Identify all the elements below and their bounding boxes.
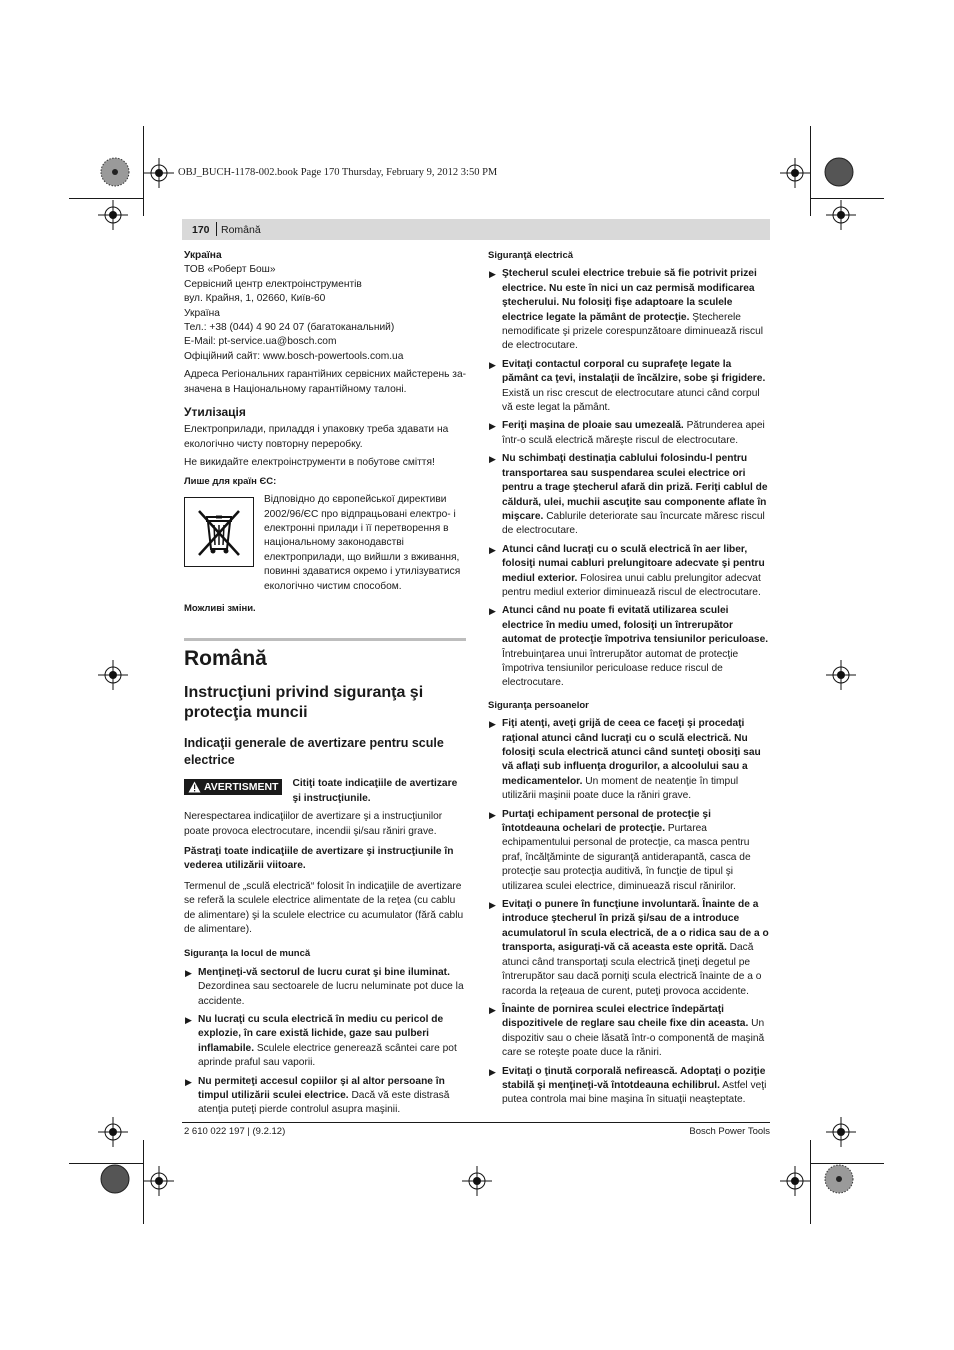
registration-mark-icon — [144, 1166, 174, 1196]
list-item: ▶ Evitaţi o ţinută corporală nefirească. Adoptaţi o poziţie stabilă şi menţineţi-vă întotdeauna echilibrul. Astfel veţi putea controla mai bine maşina în situaţii neaşteptate. — [489, 1065, 767, 1106]
paragraph: Termenul de „sculă electrică“ folosit în indicaţiile de avertizare se referă la sculele electrice alimentate de la reţea (cu cablu de alimentare) şi la sculele electrice cu acumulator (fără cablu de alimentare). — [184, 880, 464, 935]
crossed-out-wheelie-bin-icon — [184, 497, 254, 567]
warning-triangle-icon — [188, 781, 201, 793]
list-item: ▶ Atunci când nu poate fi evitată utilizarea sculei electrice în mediu umed, folosiţi un întrerupător automat de protecţie împotriva tensiunilor periculoase. Întrebuinţarea unui întrerupător automat de protecţie împotriva tensiunilor periculoase reduce riscul de electrocutare. — [489, 605, 769, 689]
registration-mark-icon — [144, 158, 174, 188]
crop-line — [810, 198, 884, 199]
bullet-arrow-icon: ▶ — [185, 967, 192, 978]
print-info: OBJ_BUCH-1178-002.book Page 170 Thursday, February 9, 2012 3:50 PM — [178, 167, 498, 178]
registration-mark-icon — [98, 1117, 128, 1147]
bullet-arrow-icon: ▶ — [489, 606, 496, 617]
address-line: Тел.: +38 (044) 4 90 24 07 (багатоканальний) — [184, 322, 395, 334]
address-line: Офіційний сайт: www.bosch-powertools.com.ua — [184, 350, 404, 362]
personal-safety-heading: Siguranţa persoanelor — [488, 699, 589, 711]
personal-safety-list — [488, 717, 770, 1108]
bullet-arrow-icon: ▶ — [185, 1015, 192, 1026]
bullet-arrow-icon: ▶ — [489, 544, 496, 555]
registration-mark-icon — [780, 1166, 810, 1196]
list-item: ▶ Ştecherul sculei electrice trebuie să fie potrivit prizei electrice. Nu este în nici un caz permisă modificarea ştecherului. Nu folosiţi fişe adaptoare la sculele electrice legate la pământ de protecţie. Ştecherele nemodificate şi prizele corespunzătoare diminuează riscul de electrocutare. — [489, 268, 764, 352]
workplace-safety-list — [184, 966, 466, 1118]
starburst-mark-icon — [824, 1164, 854, 1194]
bullet-arrow-icon: ▶ — [489, 719, 496, 730]
list-item: ▶ Evitaţi o punere în funcţiune involuntară. Înainte de a introduce ştecherul în priză şi/sau de a introduce acumulatorul în scula electrică, de a o ridica sau de a o transporta, asiguraţi-vă că aceasta este oprită. Dacă atunci când transportaţi scula electrică ţineţi degetul pe întrerupător sau dacă porniţi scula electrică înainte de a o racorda la reţeaua de curent, puteţi provoca accidente. — [489, 899, 769, 997]
weee-directive-text: Відповідно до європейської директиви 2002/96/ЄС про відпрацьовані електро- і електронні прилади і її перетворення в національному законодавстві електроприлади, що вийшли з вживання, повинні здаватися окремо і утилізуватися екологічно чистим способом. — [264, 494, 461, 592]
left-column — [184, 249, 466, 1122]
warning-badge-label: AVERTISMENT — [204, 781, 279, 794]
disposal-heading: Утилізація — [184, 405, 246, 420]
language-title: Română — [184, 647, 267, 671]
workplace-safety-heading: Siguranţa la locul de muncă — [184, 948, 311, 960]
paragraph: Păstraţi toate indicaţiile de avertizare şi instrucţiunile în vederea utilizării viitoare. — [184, 845, 454, 872]
starburst-mark-icon — [100, 157, 130, 187]
footer-brand: Bosch Power Tools — [689, 1126, 770, 1137]
crop-line — [69, 198, 143, 199]
bullet-arrow-icon: ▶ — [489, 421, 496, 432]
footer-rule — [182, 1122, 770, 1123]
registration-mark-icon — [826, 1117, 856, 1147]
crop-line — [810, 1140, 811, 1224]
crop-line — [810, 126, 811, 216]
page-header-bar — [182, 219, 770, 240]
bullet-arrow-icon: ▶ — [489, 1066, 496, 1077]
eu-only-label: Лише для країн ЄС: — [184, 475, 277, 487]
subject-to-change: Можливі зміни. — [184, 602, 256, 614]
safety-instructions-title: Instrucţiuni privind siguranţa şi protecţia muncii — [184, 684, 424, 722]
bullet-arrow-icon: ▶ — [489, 900, 496, 911]
warning-text: Citiţi toate indicaţiile de avertizare şi instrucţiunile. — [292, 778, 458, 804]
starburst-mark-icon — [100, 1164, 130, 1194]
starburst-mark-icon — [824, 157, 854, 187]
address-line: вул. Крайня, 1, 02660, Київ-60 — [184, 293, 326, 305]
regional-service-note: Адреса Регіональних гарантійних сервісних майстерень за- — [184, 369, 467, 381]
warning-block — [184, 777, 466, 806]
bullet-arrow-icon: ▶ — [489, 1004, 496, 1015]
registration-mark-icon — [98, 660, 128, 690]
page-number: 170 — [192, 224, 210, 236]
disposal-paragraph: Електроприлади, приладдя і упаковку треба здавати на екологічно чисту повторну переробку. — [184, 424, 449, 450]
registration-mark-icon — [780, 158, 810, 188]
address-line: Сервісний центр електроінструментів — [184, 278, 362, 290]
list-item: ▶ Înainte de pornirea sculei electrice îndepărtaţi dispozitivele de reglare sau cheile fixe din aceasta. Un dispozitiv sau o cheie lăsată într-o componentă de maşină care se roteşte poate duce la răniri. — [489, 1003, 765, 1059]
electrical-safety-heading: Siguranţă electrică — [488, 250, 574, 261]
registration-mark-icon — [826, 660, 856, 690]
ukraine-heading: Україна — [184, 250, 222, 261]
list-item: ▶ Evitaţi contactul corporal cu suprafeţe legate la pământ ca ţevi, instalaţii de încălzire, sobe şi frigidere. Există un risc crescut de electrocutare atunci când corpul vă este legat la pământ. — [489, 358, 766, 414]
address-line: ТОВ «Роберт Бош» — [184, 264, 276, 276]
list-item: ▶ Nu permiteţi accesul copiilor şi al altor persoane în timpul utilizării sculei electrice. Dacă vă este distrasă atenţia puteţi pierde controlul asupra maşinii. — [185, 1075, 450, 1116]
general-warnings-title: Indicaţii generale de avertizare pentru scule electrice — [184, 736, 444, 768]
list-item: ▶ Purtaţi echipament personal de protecţie şi întotdeauna ochelari de protecţie. Purtarea echipamentului personal de protecţie, ca masca pentru praf, încălţăminte de siguranţă antiderapantă, casca de protecţie sau protecţia auditivă, în funcţie de tipul şi utilizarea sculei electrice, diminuează riscul rănirilor. — [489, 808, 751, 892]
list-item: ▶ Nu lucraţi cu scula electrică în mediu cu pericol de explozie, în care există lichide, gaze sau pulberi inflamabile. Sculele electrice generează scântei care pot aprinde praful sau vaporii. — [185, 1014, 457, 1069]
bullet-arrow-icon: ▶ — [489, 269, 496, 280]
electrical-safety-list — [488, 267, 770, 690]
bullet-arrow-icon: ▶ — [489, 359, 496, 370]
section-divider — [184, 638, 466, 641]
address-line: Україна — [184, 307, 220, 319]
address-line: E-Mail: pt-service.ua@bosch.com — [184, 336, 337, 348]
list-item: ▶ Nu schimbaţi destinaţia cablului folosindu-l pentru transportarea sau suspendarea sculei electrice ori pentru a trage ştecherul afară din priză. Feriţi cablul de căldură, ulei, muchii ascuţite sau componente aflate în mişcare. Cablurile deteriorate sau încurcate măresc riscul de electrocutare. — [489, 453, 768, 537]
registration-mark-icon — [98, 200, 128, 230]
list-item: ▶ Atunci când lucraţi cu o sculă electrică în aer liber, folosiţi numai cabluri prelungitoare adecvate şi pentru mediul exterior. Folosirea unui cablu prelungitor adecvat pentru mediul exterior diminuează riscul de electrocutare. — [489, 543, 765, 598]
registration-mark-icon — [826, 200, 856, 230]
header-language: Română — [221, 224, 261, 236]
warning-badge — [184, 779, 282, 795]
right-column — [488, 249, 770, 1112]
list-item: ▶ Fiţi atenţi, aveţi grijă de ceea ce faceţi şi procedaţi raţional atunci când lucraţi cu o sculă electrică. Nu folosiţi scula electrică atunci când sunteţi obosiţi sau vă aflaţi sub influenţa drogurilor, a alcoolului sau a medicamentelor. Un moment de neatenţie în timpul utilizării maşinii poate duce la răniri grave. — [489, 718, 761, 802]
bullet-arrow-icon: ▶ — [185, 1076, 192, 1087]
disposal-paragraph: Не викидайте електроінструменти в побутове сміття! — [184, 457, 435, 469]
list-item: ▶ Feriţi maşina de ploaie sau umezeală. Pătrunderea apei într-o sculă electrică măreşte riscul de electrocutare. — [489, 420, 765, 446]
header-divider — [216, 222, 217, 236]
registration-mark-icon — [462, 1166, 492, 1196]
bullet-arrow-icon: ▶ — [489, 454, 496, 465]
bullet-arrow-icon: ▶ — [489, 809, 496, 820]
regional-service-note: значена в Національному гарантійному талоні. — [184, 383, 407, 395]
weee-block — [184, 493, 466, 594]
paragraph: Nerespectarea indicaţiilor de avertizare şi a instrucţiunilor poate provoca electrocutare, incendii şi/sau răniri grave. — [184, 811, 443, 837]
footer-document-number: 2 610 022 197 | (9.2.12) — [184, 1126, 286, 1137]
list-item: ▶ Menţineţi-vă sectorul de lucru curat şi bine iluminat. Dezordinea sau sectoarele de lucru neluminate pot duce la accidente. — [185, 966, 464, 1007]
